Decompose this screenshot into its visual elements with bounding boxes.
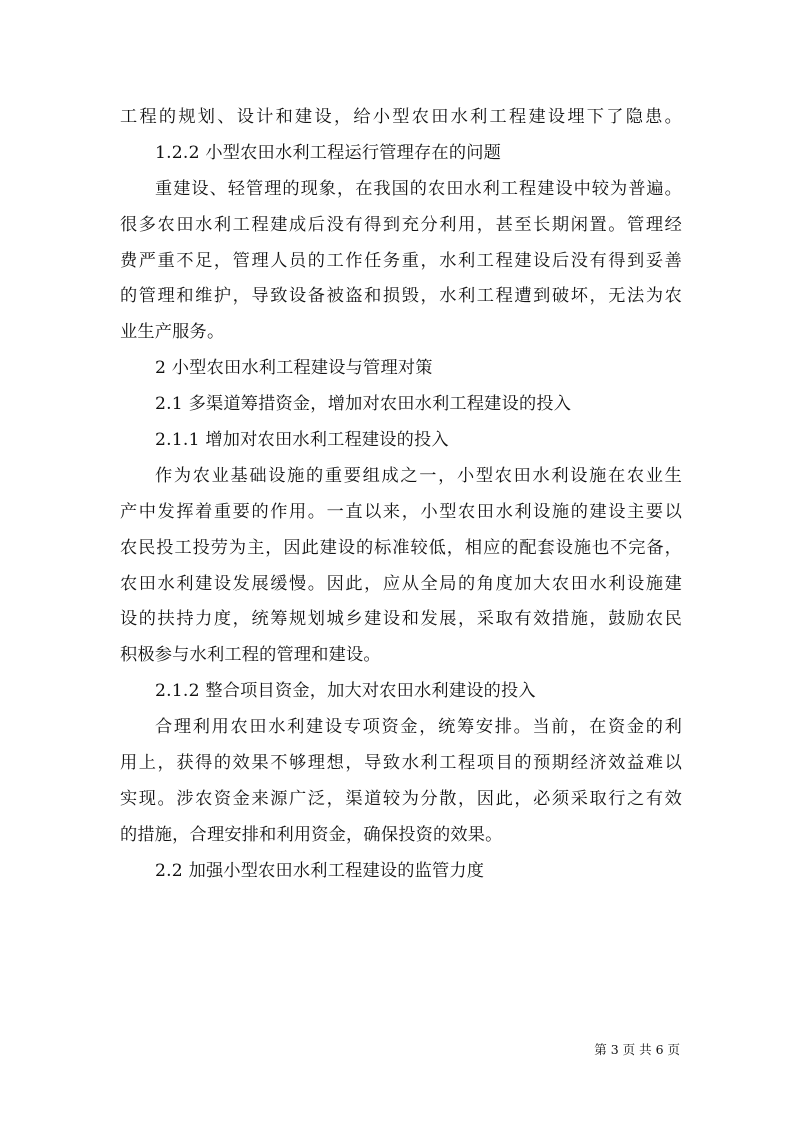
section-heading-1-2-2: 1.2.2 小型农田水利工程运行管理存在的问题 — [155, 142, 501, 163]
section-heading-2-2: 2.2 加强小型农田水利工程建设的监管力度 — [155, 860, 485, 881]
section-heading-2: 2 小型农田水利工程建设与管理对策 — [155, 358, 433, 379]
paragraph-line: 设的扶持力度，统筹规划城乡建设和发展，采取有效措施，鼓励农民 — [120, 609, 682, 630]
paragraph-line: 工程的规划、设计和建设，给小型农田水利工程建设埋下了隐患。 — [120, 107, 682, 127]
document-body — [120, 100, 682, 890]
paragraph-line: 重建设、轻管理的现象，在我国的农田水利工程建设中较为普遍。 — [155, 178, 682, 199]
paragraph-line: 业生产服务。 — [120, 322, 225, 343]
paragraph-line: 的措施，合理安排和利用资金，确保投资的效果。 — [120, 824, 503, 845]
section-heading-2-1-2: 2.1.2 整合项目资金，加大对农田水利建设的投入 — [155, 681, 536, 702]
paragraph-line: 积极参与水利工程的管理和建设。 — [120, 645, 381, 666]
paragraph-line: 合理利用农田水利建设专项资金，统筹安排。当前，在资金的利 — [155, 717, 682, 738]
paragraph-line: 实现。涉农资金来源广泛，渠道较为分散，因此，必须采取行之有效 — [120, 788, 682, 809]
paragraph-line: 用上，获得的效果不够理想，导致水利工程项目的预期经济效益难以 — [120, 753, 682, 774]
section-heading-2-1: 2.1 多渠道筹措资金，增加对农田水利工程建设的投入 — [155, 394, 572, 415]
paragraph-line: 费严重不足，管理人员的工作任务重，水利工程建设后没有得到妥善 — [120, 250, 682, 271]
paragraph-line: 的管理和维护，导致设备被盗和损毁，水利工程遭到破坏，无法为农 — [120, 286, 682, 307]
paragraph-line: 农民投工投劳为主，因此建设的标准较低，相应的配套设施也不完备， — [120, 537, 682, 558]
paragraph-line: 作为农业基础设施的重要组成之一，小型农田水利设施在农业生 — [155, 465, 682, 486]
paragraph-line: 产中发挥着重要的作用。一直以来，小型农田水利设施的建设主要以 — [120, 501, 682, 522]
paragraph-line: 农田水利建设发展缓慢。因此，应从全局的角度加大农田水利设施建 — [120, 573, 682, 594]
section-heading-2-1-1: 2.1.1 增加对农田水利工程建设的投入 — [155, 430, 449, 451]
paragraph-line: 很多农田水利工程建成后没有得到充分利用，甚至长期闲置。管理经 — [120, 214, 682, 235]
page-number-footer: 第 3 页 共 6 页 — [594, 1042, 680, 1057]
